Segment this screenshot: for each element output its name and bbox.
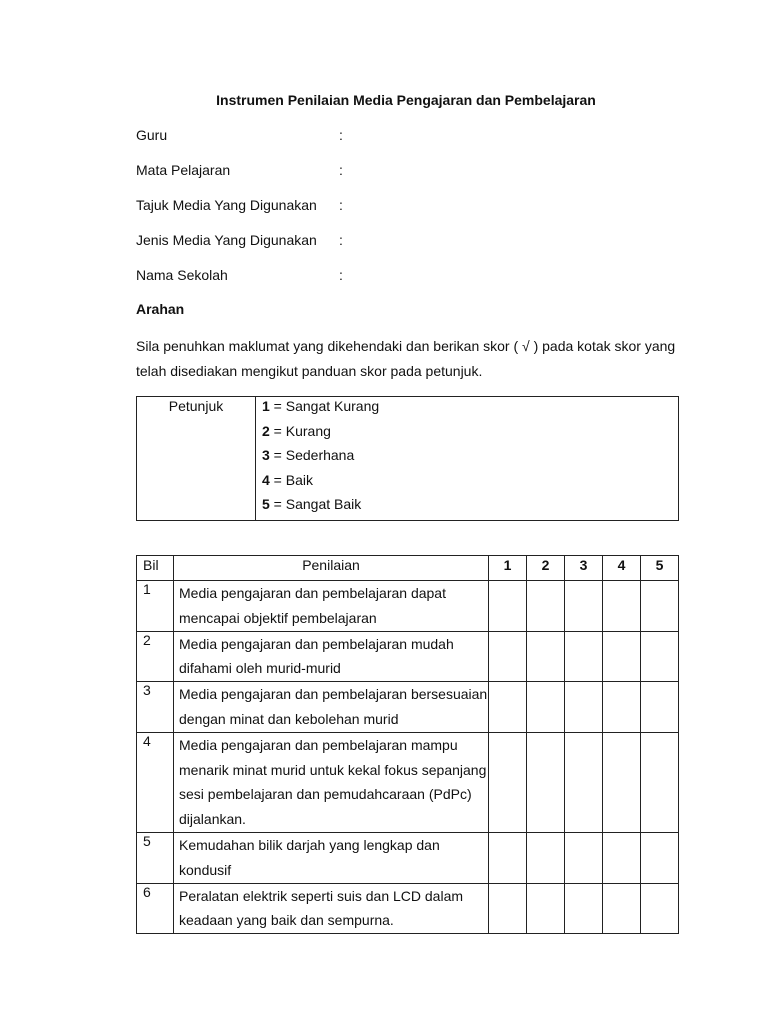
field-colon-nama-sekolah: : bbox=[339, 267, 343, 283]
score-cell-1[interactable] bbox=[489, 581, 527, 632]
scale-text: = Sangat Baik bbox=[269, 496, 362, 512]
header-score-1: 1 bbox=[489, 556, 527, 581]
scale-text: = Kurang bbox=[269, 422, 331, 439]
score-cell-3[interactable] bbox=[565, 732, 603, 832]
row-penilaian-line: sesi pembelajaran dan pemudahcaraan (PdPc) bbox=[179, 786, 472, 803]
score-cell-4[interactable] bbox=[603, 883, 641, 934]
row-penilaian-line: Kemudahan bilik darjah yang lengkap dan bbox=[179, 836, 440, 853]
header-score-4: 4 bbox=[603, 556, 641, 581]
document-title: Instrumen Penilaian Media Pengajaran dan Pembelajaran bbox=[216, 92, 596, 108]
table-row bbox=[137, 832, 679, 883]
score-cell-5[interactable] bbox=[641, 631, 679, 682]
score-cell-4[interactable] bbox=[603, 682, 641, 733]
score-cell-5[interactable] bbox=[641, 682, 679, 733]
score-cell-3[interactable] bbox=[565, 883, 603, 934]
scale-text: = Baik bbox=[269, 471, 313, 488]
scale-num: 3 bbox=[262, 447, 270, 463]
row-penilaian-line: mencapai objektif pembelajaran bbox=[179, 609, 377, 626]
row-bil: 1 bbox=[137, 581, 174, 632]
score-cell-1[interactable] bbox=[489, 682, 527, 733]
row-penilaian-line: menarik minat murid untuk kekal fokus sepanjang bbox=[179, 761, 487, 778]
score-cell-2[interactable] bbox=[527, 631, 565, 682]
score-cell-3[interactable] bbox=[565, 631, 603, 682]
header-penilaian: Penilaian bbox=[174, 556, 489, 581]
rating-table bbox=[136, 555, 679, 934]
instruction-line-1: Sila penuhkan maklumat yang dikehendaki dan berikan skor ( √ ) pada kotak skor yang bbox=[136, 338, 676, 354]
row-penilaian-line: dijalankan. bbox=[179, 811, 246, 828]
score-cell-3[interactable] bbox=[565, 682, 603, 733]
scale-item-3 bbox=[262, 446, 678, 471]
score-cell-2[interactable] bbox=[527, 581, 565, 632]
score-cell-2[interactable] bbox=[527, 732, 565, 832]
score-cell-1[interactable] bbox=[489, 832, 527, 883]
row-bil: 3 bbox=[137, 682, 174, 733]
row-penilaian-line: Media pengajaran dan pembelajaran bersesuaian bbox=[179, 686, 488, 703]
field-label-mata-pelajaran: Mata Pelajaran bbox=[136, 162, 231, 178]
scale-item-2 bbox=[262, 422, 678, 447]
row-penilaian-line: difahami oleh murid-murid bbox=[179, 660, 341, 677]
row-penilaian-line: keadaan yang baik dan sempurna. bbox=[179, 912, 394, 929]
scale-num: 2 bbox=[262, 422, 270, 439]
scale-list bbox=[256, 397, 679, 521]
field-label-tajuk-media: Tajuk Media Yang Digunakan bbox=[136, 197, 317, 213]
score-cell-5[interactable] bbox=[641, 732, 679, 832]
row-penilaian-line: Media pengajaran dan pembelajaran mampu bbox=[179, 736, 458, 753]
score-cell-2[interactable] bbox=[527, 832, 565, 883]
table-row bbox=[137, 732, 679, 832]
table-row bbox=[137, 883, 679, 934]
row-penilaian-line: Media pengajaran dan pembelajaran mudah bbox=[179, 635, 454, 652]
header-score-5: 5 bbox=[641, 556, 679, 581]
scale-item-5 bbox=[262, 495, 678, 520]
score-cell-4[interactable] bbox=[603, 631, 641, 682]
row-bil: 4 bbox=[137, 732, 174, 832]
score-cell-5[interactable] bbox=[641, 581, 679, 632]
header-score-2: 2 bbox=[527, 556, 565, 581]
row-penilaian bbox=[174, 883, 489, 934]
row-penilaian-line: Media pengajaran dan pembelajaran dapat bbox=[179, 585, 446, 601]
instruction-line-2: telah disediakan mengikut panduan skor pada petunjuk. bbox=[136, 363, 483, 379]
instruction-paragraph bbox=[136, 334, 696, 384]
score-cell-3[interactable] bbox=[565, 581, 603, 632]
scale-text: = Sangat Kurang bbox=[269, 398, 380, 414]
score-cell-2[interactable] bbox=[527, 883, 565, 934]
scale-text: = Sederhana bbox=[269, 447, 355, 463]
scale-num: 1 bbox=[262, 398, 270, 414]
field-label-nama-sekolah: Nama Sekolah bbox=[136, 267, 228, 283]
row-bil: 2 bbox=[137, 631, 174, 682]
row-penilaian bbox=[174, 682, 489, 733]
score-cell-1[interactable] bbox=[489, 883, 527, 934]
score-cell-4[interactable] bbox=[603, 581, 641, 632]
rating-header-row bbox=[137, 556, 679, 581]
field-label-guru: Guru bbox=[136, 127, 168, 143]
score-cell-5[interactable] bbox=[641, 832, 679, 883]
row-penilaian-line: Peralatan elektrik seperti suis dan LCD dalam bbox=[179, 887, 464, 904]
header-bil: Bil bbox=[137, 556, 174, 581]
score-cell-4[interactable] bbox=[603, 732, 641, 832]
field-colon-jenis-media: : bbox=[339, 232, 343, 248]
score-cell-2[interactable] bbox=[527, 682, 565, 733]
arahan-heading: Arahan bbox=[136, 301, 185, 317]
petunjuk-label: Petunjuk bbox=[137, 397, 256, 521]
score-cell-1[interactable] bbox=[489, 631, 527, 682]
petunjuk-legend-table bbox=[136, 396, 679, 521]
row-penilaian bbox=[174, 832, 489, 883]
scale-item-1 bbox=[262, 397, 678, 422]
row-penilaian bbox=[174, 581, 489, 632]
row-bil: 6 bbox=[137, 883, 174, 934]
row-bil: 5 bbox=[137, 832, 174, 883]
scale-num: 4 bbox=[262, 471, 270, 488]
field-colon-mata-pelajaran: : bbox=[339, 162, 343, 178]
score-cell-4[interactable] bbox=[603, 832, 641, 883]
row-penilaian bbox=[174, 631, 489, 682]
table-row bbox=[137, 581, 679, 632]
score-cell-3[interactable] bbox=[565, 832, 603, 883]
scale-item-4 bbox=[262, 471, 678, 496]
field-colon-guru: : bbox=[339, 127, 343, 143]
score-cell-1[interactable] bbox=[489, 732, 527, 832]
header-score-3: 3 bbox=[565, 556, 603, 581]
row-penilaian bbox=[174, 732, 489, 832]
table-row bbox=[137, 682, 679, 733]
field-colon-tajuk-media: : bbox=[339, 197, 343, 213]
field-label-jenis-media: Jenis Media Yang Digunakan bbox=[136, 232, 317, 248]
score-cell-5[interactable] bbox=[641, 883, 679, 934]
row-penilaian-line: kondusif bbox=[179, 861, 232, 878]
row-penilaian-line: dengan minat dan kebolehan murid bbox=[179, 710, 399, 727]
scale-num: 5 bbox=[262, 496, 270, 512]
table-row bbox=[137, 631, 679, 682]
